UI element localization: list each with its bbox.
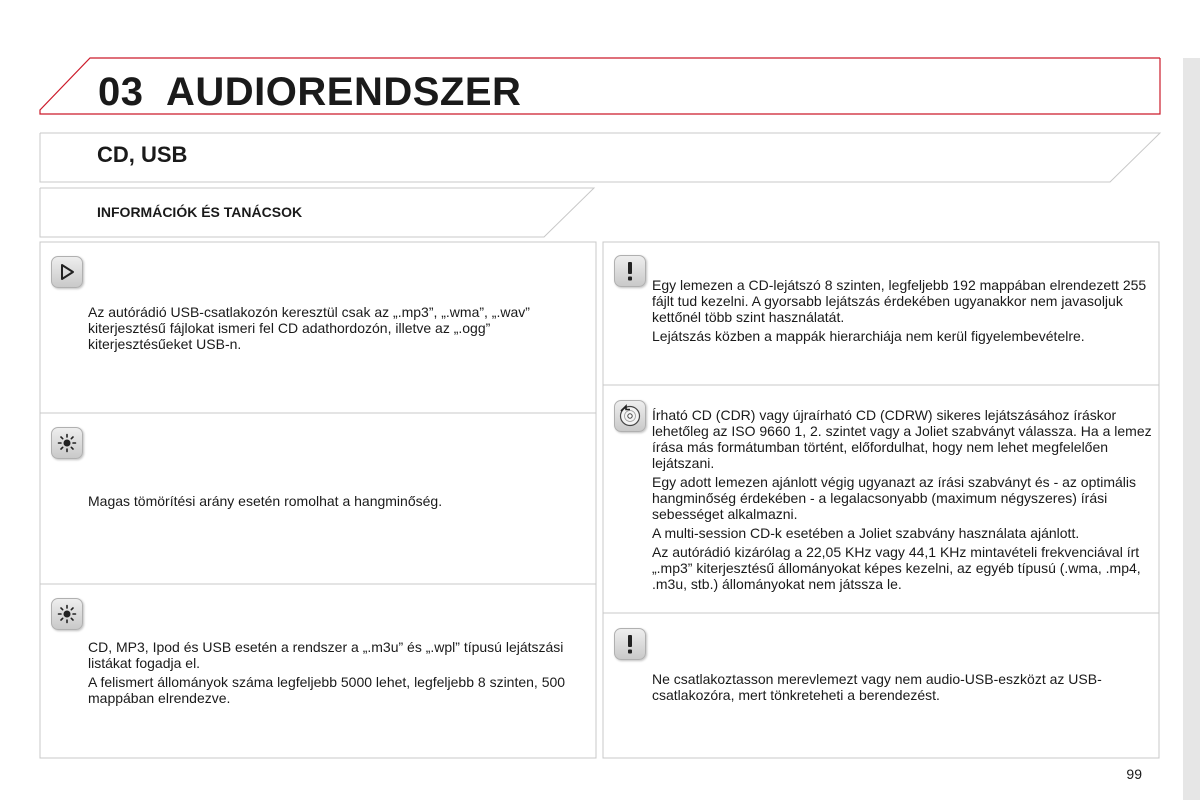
section-header-frame	[40, 133, 1160, 182]
section-title: CD, USB	[97, 142, 188, 167]
tip-lightbulb-icon	[51, 427, 83, 459]
warning-exclamation-icon	[614, 628, 646, 660]
subsection-title: INFORMÁCIÓK ÉS TANÁCSOK	[97, 204, 303, 220]
paragraph: Írható CD (CDR) vagy újraírható CD (CDRW) sikeres lejátszásához íráskor lehetőleg az ISO 9660 1, 2. szintet vagy a Joliet szabványt válassza. Ha a lemez írása más formátumban történt, előfordulhat, hogy nem lehet megfelelően lejátszani.	[652, 407, 1152, 471]
right-box-3-text	[652, 671, 1152, 706]
left-box-1-text	[88, 304, 568, 355]
cd-disc-icon	[614, 400, 646, 432]
paragraph: A multi-session CD-k esetében a Joliet szabvány használata ajánlott.	[652, 525, 1080, 541]
warning-exclamation-icon	[614, 255, 646, 287]
tip-lightbulb-icon	[51, 598, 83, 630]
paragraph: Magas tömörítési arány esetén romolhat a hangminőség.	[88, 493, 443, 509]
page-number: 99	[1126, 766, 1142, 782]
paragraph: A felismert állományok száma legfeljebb 5000 lehet, legfeljebb 8 szinten, 500 mappában elrendezve.	[88, 674, 566, 706]
paragraph: Egy lemezen a CD-lejátszó 8 szinten, legfeljebb 192 mappában elrendezett 255 fájlt tud kezelni. A gyorsabb lejátszás érdekében ugyanakkor nem javasoljuk kettőnél több szint használatát.	[652, 277, 1147, 325]
right-box-2-text	[652, 407, 1152, 595]
play-triangle-icon	[51, 256, 83, 288]
paragraph: Egy adott lemezen ajánlott végig ugyanazt az írási szabványt és - az optimális hangminőség érdekében - a legalacsonyabb (maximum négyszeres) írási sebességet alkalmazni.	[652, 474, 1137, 522]
paragraph: Ne csatlakoztasson merevlemezt vagy nem audio-USB-eszközt az USB-csatlakozóra, mert tönkreteheti a berendezést.	[652, 671, 1102, 703]
left-box-2-text	[88, 493, 568, 512]
chapter-number: 03	[98, 70, 144, 114]
right-box-1-text	[652, 277, 1152, 347]
page-edge-tab	[1183, 58, 1200, 800]
chapter-title: AUDIORENDSZER	[166, 70, 522, 114]
paragraph: CD, MP3, Ipod és USB esetén a rendszer a „.m3u” és „.wpl” típusú lejátszási listákat fogadja el.	[88, 639, 564, 671]
paragraph: Az autórádió kizárólag a 22,05 KHz vagy 44,1 KHz mintavételi frekvenciával írt „.mp3” kiterjesztésű állományokat képes kezelni, az egyéb típusú (.wma, .mp4, .m3u, stb.) állományokat nem játssza le.	[652, 544, 1141, 592]
paragraph: Lejátszás közben a mappák hierarchiája nem kerül figyelembevételre.	[652, 328, 1085, 344]
paragraph: Az autórádió USB-csatlakozón keresztül csak az „.mp3”, „.wma”, „.wav” kiterjesztésű fájlokat ismeri fel CD adathordozón, illetve az „.ogg” kiterjesztésűeket USB-n.	[88, 304, 530, 352]
left-box-3-text	[88, 639, 568, 709]
